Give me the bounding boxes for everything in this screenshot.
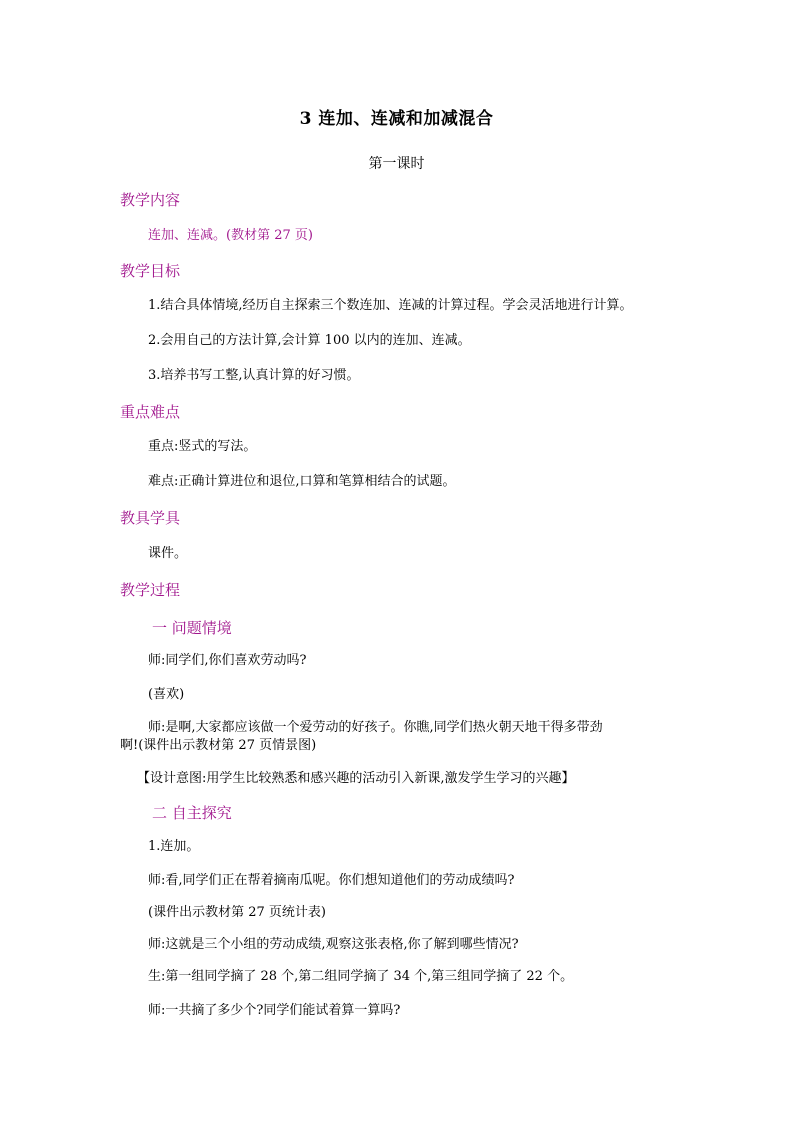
heading-teaching-goals: 教学目标 — [120, 262, 181, 280]
heading-key-points: 重点难点 — [120, 403, 181, 421]
part1-line-1: 师:同学们,你们喜欢劳动吗? — [148, 653, 307, 668]
heading-part-1: 一 问题情境 — [152, 619, 232, 637]
goal-1: 1.结合具体情境,经历自主探索三个数连加、连减的计算过程。学会灵活地进行计算。 — [148, 298, 633, 313]
lesson-title: 3 连加、连减和加减混合 — [299, 109, 494, 129]
part2-line-1: 1.连加。 — [148, 839, 200, 854]
goal-3: 3.培养书写工整,认真计算的好习惯。 — [148, 368, 360, 383]
heading-teaching-process: 教学过程 — [120, 581, 181, 599]
heading-teaching-tools: 教具学具 — [120, 509, 181, 527]
part1-line-3b: 啊!(课件出示教材第 27 页情景图) — [120, 738, 317, 753]
lesson-subtitle: 第一课时 — [368, 156, 425, 172]
part1-line-3a: 师:是啊,大家都应该做一个爱劳动的好孩子。你瞧,同学们热火朝天地干得多带劲 — [148, 720, 603, 735]
goal-2: 2.会用自己的方法计算,会计算 100 以内的连加、连减。 — [148, 333, 471, 348]
teaching-tools-text: 课件。 — [148, 546, 188, 561]
heading-part-2: 二 自主探究 — [152, 804, 232, 822]
key-point: 重点:竖式的写法。 — [148, 439, 257, 454]
part2-line-4: 师:这就是三个小组的劳动成绩,观察这张表格,你了解到哪些情况? — [148, 937, 519, 952]
part2-line-5: 生:第一组同学摘了 28 个,第二组同学摘了 34 个,第三组同学摘了 22 个。 — [148, 969, 574, 984]
difficulty-point: 难点:正确计算进位和退位,口算和笔算相结合的试题。 — [148, 474, 456, 489]
part1-design-intent: 【设计意图:用学生比较熟悉和感兴趣的活动引入新课,激发学生学习的兴趣】 — [137, 771, 575, 786]
part2-line-6: 师:一共摘了多少个?同学们能试着算一算吗? — [148, 1003, 401, 1018]
teaching-content-text: 连加、连减。(教材第 27 页) — [148, 228, 313, 243]
heading-teaching-content: 教学内容 — [120, 191, 181, 209]
part1-line-2: (喜欢) — [148, 687, 185, 702]
part2-line-3: (课件出示教材第 27 页统计表) — [148, 905, 326, 920]
part2-line-2: 师:看,同学们正在帮着摘南瓜呢。你们想知道他们的劳动成绩吗? — [148, 873, 515, 888]
